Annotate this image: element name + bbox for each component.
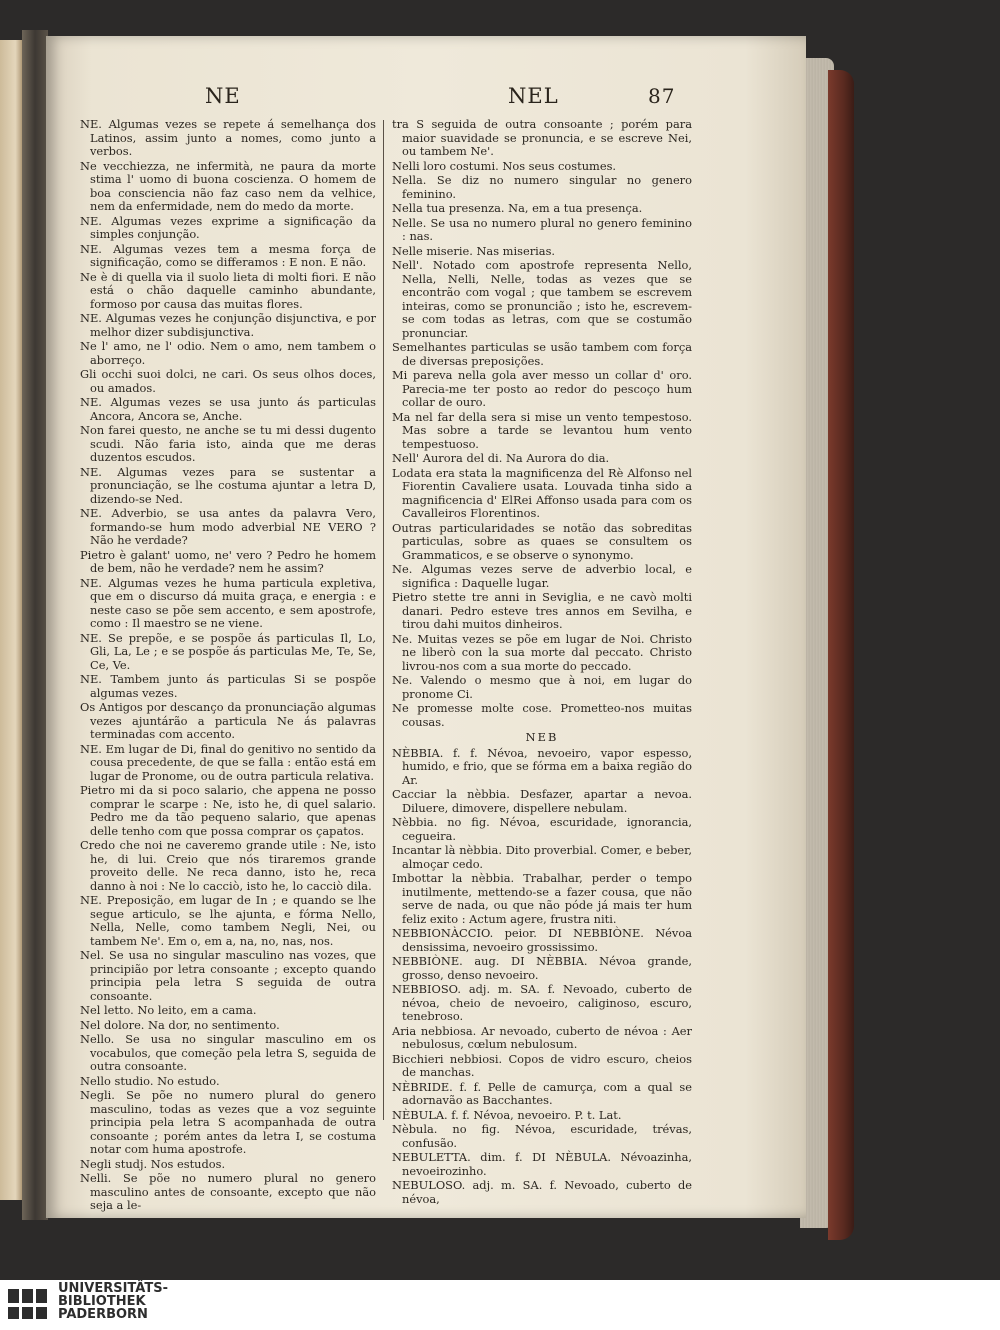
- dictionary-entry: NEBBIÒNE. aug. DI NÈBBIA. Névoa grande, grosso, denso nevoeiro.: [392, 954, 692, 982]
- dictionary-entry: Nella tua presenza. Na, em a tua presença.: [392, 201, 643, 215]
- dictionary-entry: Pietro mi da si poco salario, che appena ne posso comprar le scarpe : Ne, isto he, di quel salario. Pedro me da tão pequeno salario, que apenas delle tenho com que possa comprar os çapatos.: [80, 783, 376, 838]
- dictionary-entry: Ma nel far della sera si mise un vento tempestoso. Mas sobre a tarde se levantou hum vento tempestuoso.: [392, 409, 692, 451]
- dictionary-entry: NE. Em lugar de Di, final do genitivo no sentido da cousa precedente, de que se falla : então está em lugar de Pronome, ou de outra particula relativa.: [80, 741, 376, 783]
- dictionary-entry: Aria nebbiosa. Ar nevoado, cuberto de névoa : Aer nebulosus, cœlum nebulosum.: [392, 1023, 692, 1051]
- dictionary-entry: Nello. Se usa no singular masculino em os vocabulos, que começão pela letra S, seguida de outra consoante.: [80, 1032, 376, 1073]
- dictionary-entry: Ne. Valendo o mesmo que à noi, em lugar do pronome Ci.: [392, 673, 692, 701]
- dictionary-entry: Bicchieri nebbiosi. Copos de vidro escuro, cheios de manchas.: [392, 1051, 692, 1079]
- dictionary-entry: Nell' Aurora del di. Na Aurora do dia.: [392, 451, 610, 465]
- dictionary-entry: NE. Algumas vezes he conjunção disjunctiva, e por melhor dizer subdisjunctiva.: [80, 311, 376, 339]
- dictionary-entry: Nella. Se diz no numero singular no genero feminino.: [392, 173, 692, 201]
- dictionary-entry: Negli. Se põe no numero plural do genero masculino, todas as vezes que a voz seguinte principia pela letra S acompanhada de outra consoante ; porém antes da letra I, se costuma notar com huma apostrofe.: [80, 1088, 376, 1156]
- dictionary-entry: Negli studj. Nos estudos.: [80, 1156, 226, 1171]
- dictionary-entry: NÈBBIA. f. f. Névoa, nevoeiro, vapor espesso, humido, e frio, que se fórma em a baixa região do Ar.: [392, 745, 692, 787]
- dictionary-entry: Credo che noi ne caveremo grande utile : Ne, isto he, di lui. Creio que nós tiraremos grande proveito delle. Ne reca danno, isto he, reca danno à noi : Ne lo cacciò, isto he, lo cacciò dila.: [80, 838, 376, 893]
- left-column: [80, 118, 376, 1214]
- dictionary-entry: Nel letto. No leito, em a cama.: [80, 1003, 257, 1017]
- logo-line-2: BIBLIOTHEK: [58, 1294, 146, 1309]
- dictionary-entry: Non farei questo, ne anche se tu mi dessi dugento scudi. Não faria isto, ainda que me deras duzentos escudos.: [80, 423, 376, 464]
- logo-line-3: PADERBORN: [58, 1307, 148, 1322]
- dictionary-entry: Nello studio. No estudo.: [80, 1073, 220, 1088]
- dictionary-entry: NE. Algumas vezes tem a mesma força de significação, como se differamos : E non. E não.: [80, 241, 376, 269]
- book-gutter: [22, 30, 48, 1220]
- dictionary-entry: NE. Adverbio, se usa antes da palavra Vero, formando-se hum modo adverbial NE VERO ? Não he verdade?: [80, 506, 376, 547]
- dictionary-entry: NE. Algumas vezes se usa junto ás particulas Ancora, Ancora se, Anche.: [80, 395, 376, 423]
- dictionary-entry: Nèbula. no fig. Névoa, escuridade, trévas, confusão.: [392, 1122, 692, 1150]
- dictionary-entry: NEBBIOSO. adj. m. SA. f. Nevoado, cuberto de névoa, cheio de nevoeiro, caliginoso, escuro, tenebroso.: [392, 982, 692, 1023]
- right-column: [392, 118, 692, 1207]
- dictionary-entry: Nel dolore. Na dor, no sentimento.: [80, 1017, 280, 1032]
- running-head-center: NEL: [508, 84, 559, 108]
- dictionary-entry: NE. Algumas vezes se repete á semelhança dos Latinos, assim junto a nomes, como junto a verbos.: [80, 117, 376, 158]
- dictionary-entry: Ne l' amo, ne l' odio. Nem o amo, nem tambem o aborreço.: [80, 339, 376, 367]
- logo-line-1: UNIVERSITÄTS-: [58, 1281, 168, 1296]
- dictionary-entry: tra S seguida de outra consoante ; porém para maior suavidade se pronuncia, e se escreve Nei, ou tambem Ne'.: [392, 117, 692, 158]
- dictionary-entry: NE. Se prepõe, e se pospõe ás particulas Il, Lo, Gli, La, Le ; e se pospõe ás particulas Me, Te, Se, Ce, Ve.: [80, 630, 376, 672]
- dictionary-entry: Ne promesse molte cose. Prometteo-nos muitas cousas.: [392, 701, 692, 729]
- library-logo: [6, 1282, 266, 1326]
- dictionary-entry: NE. Preposição, em lugar de In ; e quando se lhe segue articulo, se lhe ajunta, e fórma Nello, Nella, Nelle, como tambem Negli, Nei, ou tambem Ne'. Em o, em a, na, no, nas, nos.: [80, 893, 376, 948]
- dictionary-entry: Semelhantes particulas se usão tambem com força de diversas preposições.: [392, 340, 692, 368]
- dictionary-entry: NÈBULA. f. f. Névoa, nevoeiro. P. t. Lat.: [392, 1107, 622, 1122]
- dictionary-entry: Nell'. Notado com apostrofe representa Nello, Nella, Nelli, Nelle, todas as vezes que se encontrão com vogal ; que tambem se escrevem inteiras, como se pronuncião ; isto he, escrevem-se com todas as letras, com que se costumão pronunciar.: [392, 258, 692, 340]
- dictionary-entry: Nelli. Se põe no numero plural no genero masculino antes de consoante, excepto que não seja a le-: [80, 1171, 376, 1212]
- dictionary-entry: Nelle miserie. Nas miserias.: [392, 243, 556, 258]
- dictionary-entry: Pietro stette tre anni in Seviglia, e ne cavò molti danari. Pedro esteve tres annos em Sevilha, e tirou dahi muitos dinheiros.: [392, 590, 692, 631]
- column-divider: [383, 120, 384, 1120]
- book-cover: [828, 70, 854, 1240]
- dictionary-entry: Nel. Se usa no singular masculino nas vozes, que principião por letra consoante ; excepto quando principia pela letra S seguida de outra consoante.: [80, 948, 376, 1003]
- dictionary-entry: NE. Tambem junto ás particulas Si se pospõe algumas vezes.: [80, 672, 376, 700]
- library-logo-mark-icon: [6, 1286, 50, 1324]
- dictionary-entry: NE. Algumas vezes he huma particula expletiva, que em o discurso dá muita graça, e energia : e neste caso se põe sem accento, e sem apostrofe, como : Il maestro se ne viene.: [80, 575, 376, 630]
- dictionary-entry: Incantar là nèbbia. Dito proverbial. Comer, e beber, almoçar cedo.: [392, 843, 692, 871]
- dictionary-entry: Cacciar la nèbbia. Desfazer, apartar a nevoa. Diluere, dimovere, dispellere nebulam.: [392, 787, 692, 815]
- previous-page-edge: [0, 40, 22, 1200]
- dictionary-entry: Outras particularidades se notão das sobreditas particulas, sobre as quaes se consultem os Grammaticos, e se observe o synonymo.: [392, 520, 692, 562]
- dictionary-entry: Imbottar la nèbbia. Trabalhar, perder o tempo inutilmente, mettendo-se a fazer cousa, que não serve de nada, ou que não póde já mais ter hum feliz exito : Actum agere, frustra niti.: [392, 871, 692, 926]
- dictionary-entry: Nèbbia. no fig. Névoa, escuridade, ignorancia, cegueira.: [392, 815, 692, 843]
- dictionary-entry: Ne è di quella via il suolo lieta di molti fiori. E não está o chão daquelle caminho abundante, formoso por causa das muitas flores.: [80, 269, 376, 311]
- dictionary-entry: NE. Algumas vezes exprime a significação da simples conjunção.: [80, 213, 376, 241]
- dictionary-entry: Pietro è galant' uomo, ne' vero ? Pedro he homem de bem, não he verdade? nem he assim?: [80, 547, 376, 575]
- page-number: 87: [648, 84, 676, 108]
- dictionary-entry: NEBBIONÀCCIO. peior. DI NEBBIÒNE. Névoa densissima, nevoeiro grossissimo.: [392, 926, 692, 954]
- dictionary-entry: Nelli loro costumi. Nos seus costumes.: [392, 158, 617, 173]
- running-head-left: NE: [205, 84, 241, 108]
- dictionary-entry: Gli occhi suoi dolci, ne cari. Os seus olhos doces, ou amados.: [80, 367, 376, 395]
- dictionary-entry: Ne vecchiezza, ne infermità, ne paura da morte stima l' uomo di buona coscienza. O homem de boa consciencia não faz caso nem da velhice, nem da enfermidade, nem do medo da morte.: [80, 158, 376, 213]
- dictionary-entry: Ne. Algumas vezes serve de adverbio local, e significa : Daquelle lugar.: [392, 562, 692, 590]
- section-heading: NEB: [525, 730, 559, 744]
- dictionary-entry: Nelle. Se usa no numero plural no genero feminino : nas.: [392, 215, 692, 243]
- dictionary-entry: Lodata era stata la magnificenza del Rè Alfonso nel Fiorentin Cavaliere usata. Louvada tinha sido a magnificencia d' ElRei Affonso usada para com os Cavalleiros Florentinos.: [392, 465, 692, 520]
- dictionary-entry: NEBULETTA. dim. f. DI NÈBULA. Névoazinha, nevoeirozinho.: [392, 1150, 692, 1178]
- dictionary-entry: Os Antigos por descanço da pronunciação algumas vezes ajuntárão a particula Ne ás palavras terminadas com accento.: [80, 700, 376, 741]
- dictionary-entry: NEBULOSO. adj. m. SA. f. Nevoado, cuberto de névoa,: [392, 1178, 692, 1206]
- dictionary-entry: Mi pareva nella gola aver messo un collar d' oro. Parecia-me ter posto ao redor do pescoço hum collar de ouro.: [392, 368, 692, 409]
- dictionary-entry: NÈBRIDE. f. f. Pelle de camurça, com a qual se adornavão as Bacchantes.: [392, 1079, 692, 1107]
- dictionary-entry: Ne. Muitas vezes se põe em lugar de Noi. Christo ne liberò con la sua morte dal peccato. Christo livrou-nos com a sua morte do peccado.: [392, 631, 692, 673]
- dictionary-entry: NE. Algumas vezes para se sustentar a pronunciação, se lhe costuma ajuntar a letra D, dizendo-se Ned.: [80, 464, 376, 506]
